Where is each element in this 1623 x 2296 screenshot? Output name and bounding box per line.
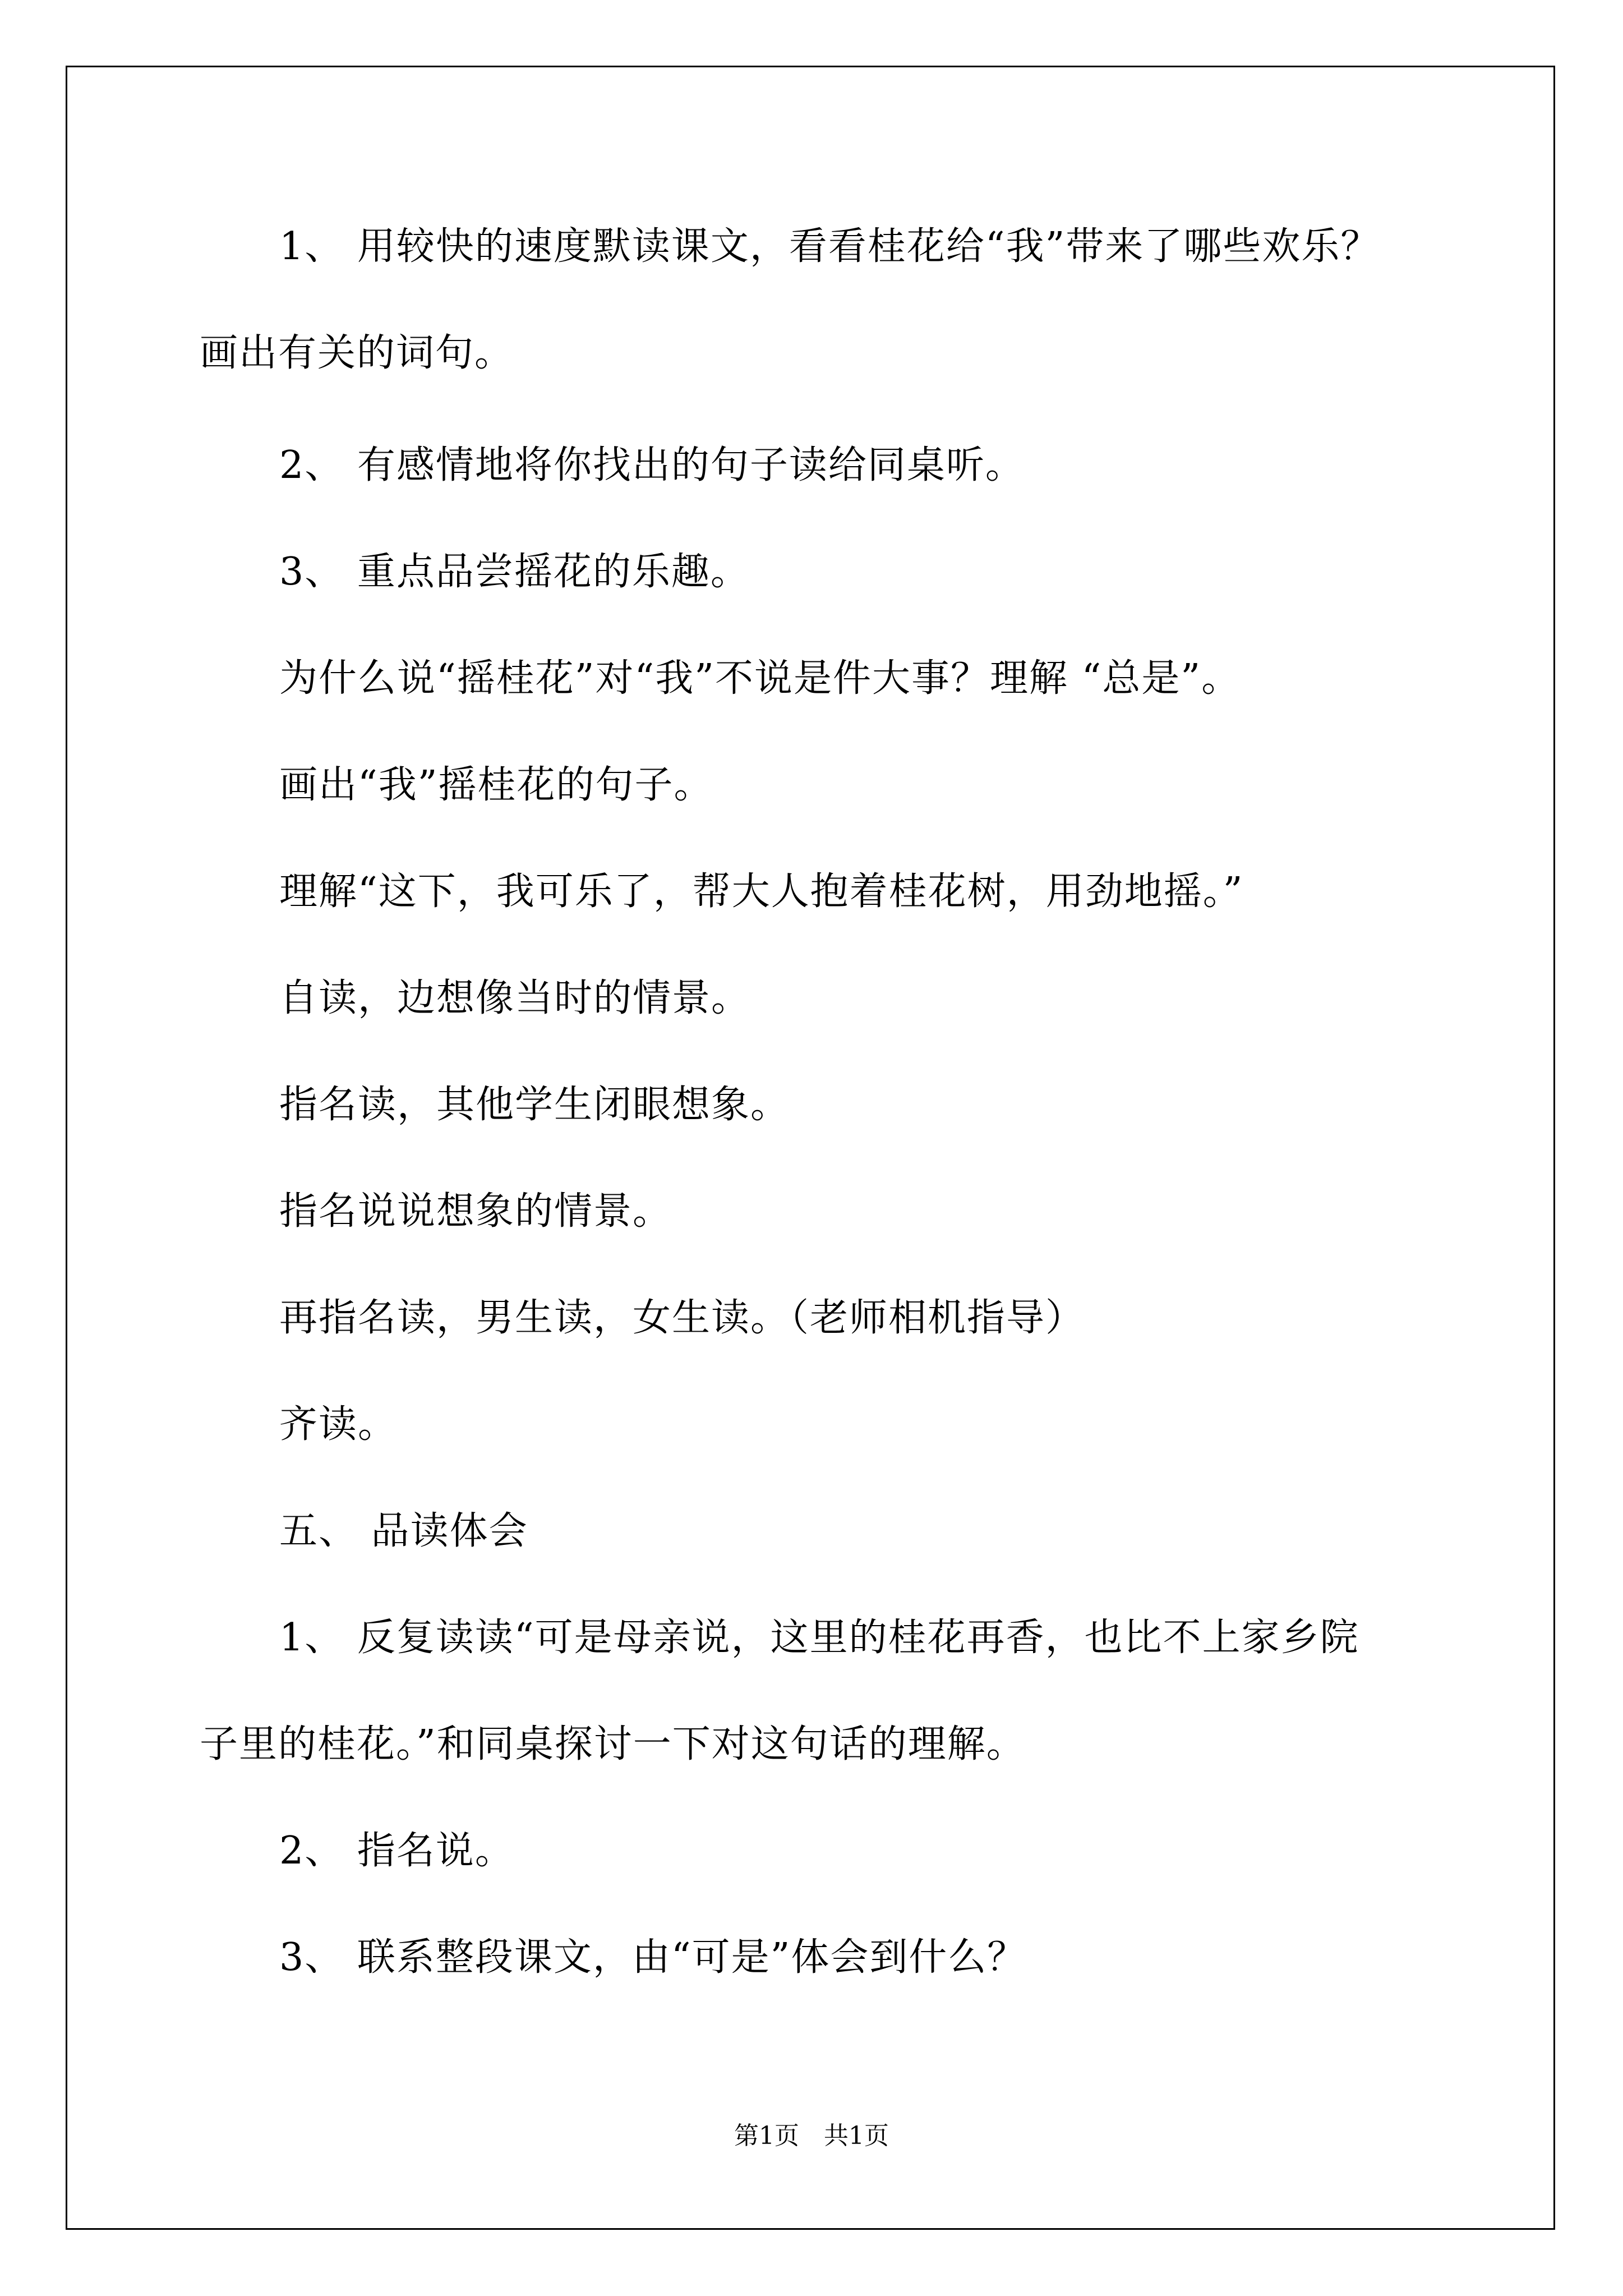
paragraph-1: 1、 用较快的速度默读课文，看看桂花给“我”带来了哪些欢乐？ <box>279 224 1380 269</box>
paragraph-14: 2、 指名说。 <box>279 1829 514 1873</box>
paragraph-8: 指名读，其他学生闭眼想象。 <box>279 1083 790 1127</box>
paragraph-2: 2、 有感情地将你找出的句子读给同桌听。 <box>279 443 1025 487</box>
page-footer: 第1页 共1页 <box>734 2122 889 2150</box>
paragraph-5: 画出“我”摇桂花的句子。 <box>279 763 713 807</box>
paragraph-4: 为什么说“摇桂花”对“我”不说是件大事？理解 “总是”。 <box>279 656 1241 701</box>
paragraph-15: 3、 联系整段课文，由“可是”体会到什么？ <box>279 1935 1027 1980</box>
paragraph-11: 齐读。 <box>279 1402 398 1447</box>
section-heading: 五、 品读体会 <box>279 1509 528 1553</box>
paragraph-1-continued: 画出有关的词句。 <box>200 331 514 375</box>
paragraph-13-continued: 子里的桂花。”和同桌探讨一下对这句话的理解。 <box>200 1722 1026 1766</box>
paragraph-6: 理解“这下，我可乐了，帮大人抱着桂花树，用劲地摇。” <box>279 869 1244 914</box>
paragraph-13: 1、 反复读读“可是母亲说，这里的桂花再香，也比不上家乡院 <box>279 1616 1359 1660</box>
paragraph-9: 指名说说想象的情景。 <box>279 1189 672 1234</box>
page-border <box>66 66 1555 2230</box>
paragraph-7: 自读，边想像当时的情景。 <box>279 976 751 1020</box>
paragraph-3: 3、 重点品尝摇花的乐趣。 <box>279 550 750 594</box>
paragraph-10: 再指名读，男生读，女生读。（老师相机指导） <box>279 1296 1085 1340</box>
